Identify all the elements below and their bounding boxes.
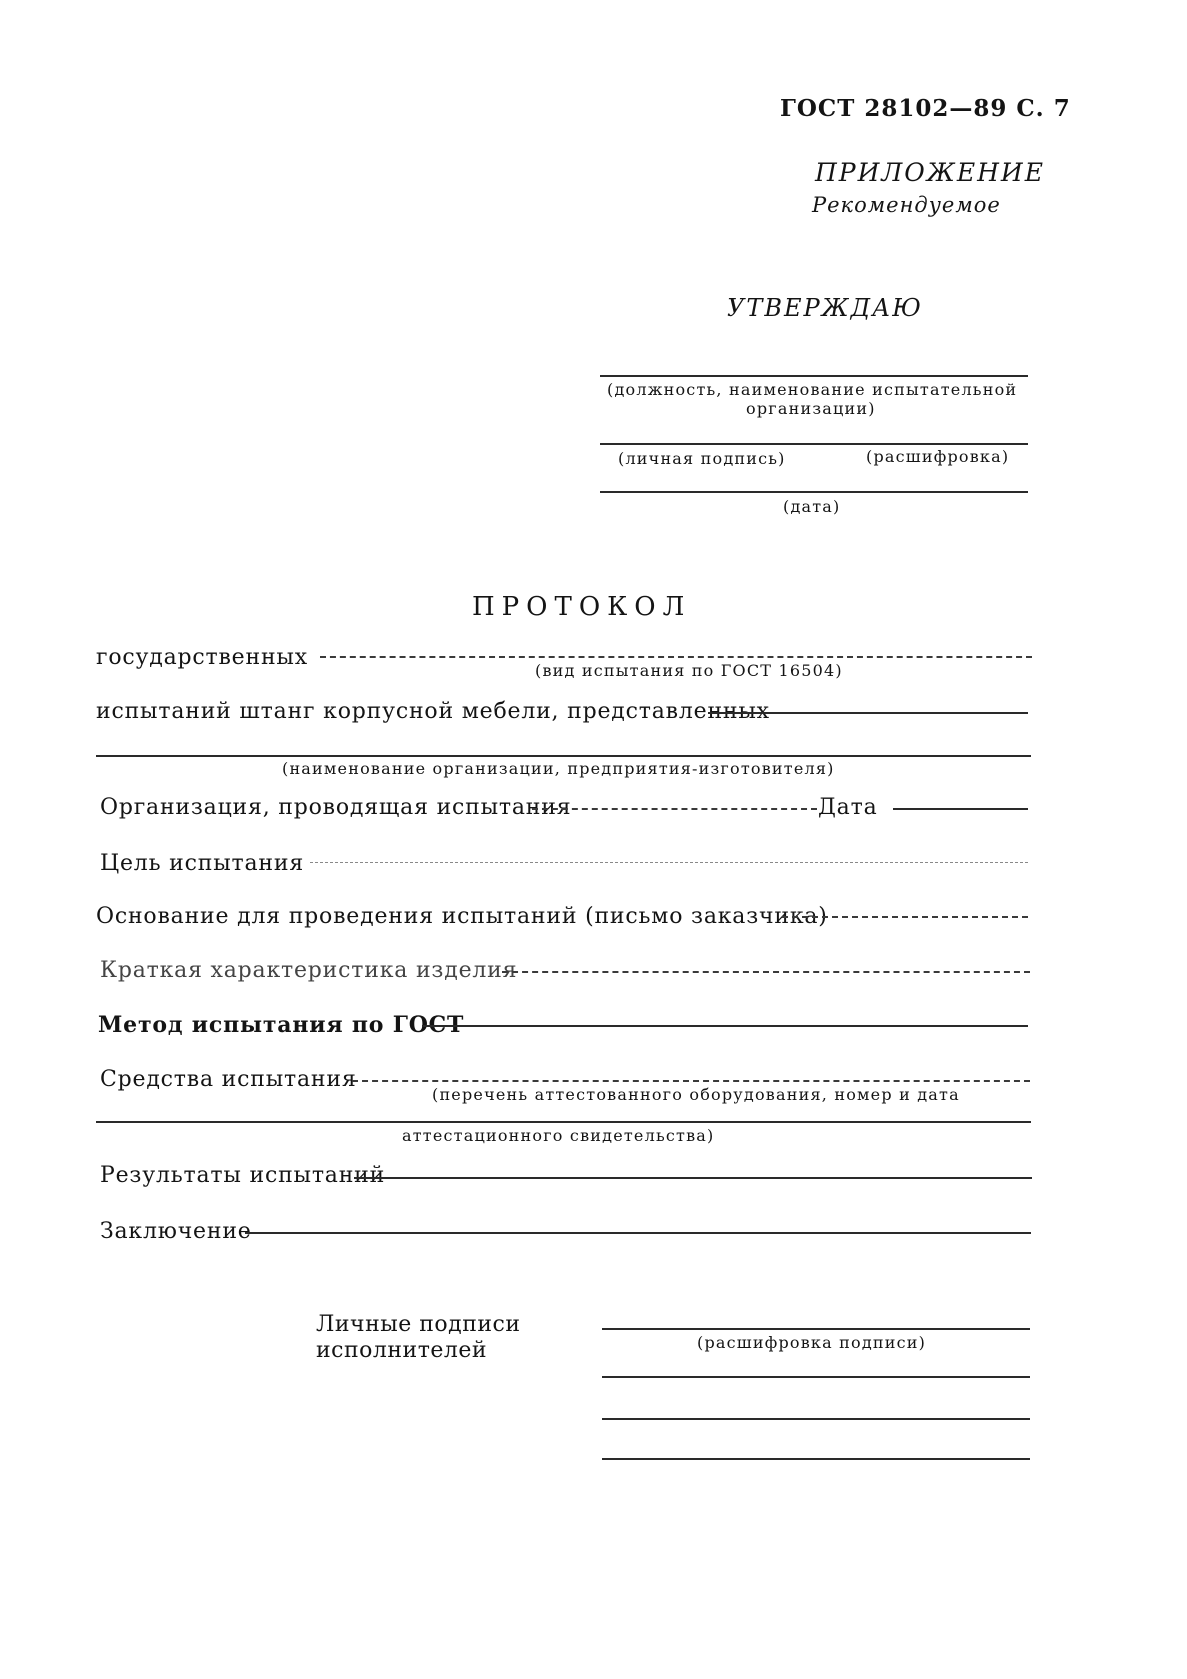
purpose-label: Цель испытания [100,851,305,876]
method-line [422,1025,1028,1027]
results-line [354,1177,1032,1179]
org-line [532,808,817,810]
manufacturer-caption: (наименование организации, предприятия-изготовителя) [282,759,835,778]
method-label: Метод испытания по ГОСТ [98,1012,465,1038]
test-type-line [320,656,1032,658]
protocol-title: ПРОТОКОЛ [472,592,692,622]
signature-line [600,443,1028,445]
equipment-caption-line1: (перечень аттестованного оборудования, номер и дата [432,1085,960,1104]
signature-line-1 [602,1328,1030,1330]
tests-label: испытаний штанг корпусной мебели, представленных [96,699,770,724]
manufacturer-line [96,755,1031,757]
date-line [600,491,1028,493]
position-caption-line1: (должность, наименование испытательной [607,380,1018,399]
signature-line-2 [602,1376,1030,1378]
results-label: Результаты испытаний [100,1163,386,1188]
signature-line-3 [602,1418,1030,1420]
org-label: Организация, проводящая испытания [100,795,572,820]
means-label: Средства испытания [100,1067,357,1092]
signature-caption: (личная подпись) [618,449,786,468]
purpose-line [310,862,1028,863]
standard-page-header: ГОСТ 28102—89 С. 7 [780,95,1071,122]
basis-label: Основание для проведения испытаний (письмо заказчика) [96,904,828,929]
test-date-line [893,808,1028,810]
decoding-caption: (расшифровка) [866,447,1010,466]
test-type-caption: (вид испытания по ГОСТ 16504) [535,661,843,680]
appendix-title: ПРИЛОЖЕНИЕ [815,158,1045,187]
signature-line-4 [602,1458,1030,1460]
signatures-label-line2: исполнителей [316,1338,488,1363]
position-caption-line2: организации) [746,399,876,418]
signature-decoding-caption: (расшифровка подписи) [697,1333,927,1352]
signatures-label-line1: Личные подписи [316,1312,521,1337]
product-line [502,971,1030,973]
position-line [600,375,1028,377]
equipment-line [96,1121,1031,1123]
approval-title: УТВЕРЖДАЮ [727,294,923,322]
date-caption: (дата) [783,497,841,516]
means-line [352,1080,1030,1082]
appendix-status: Рекомендуемое [812,193,1001,217]
conclusion-label: Заключение [100,1219,252,1244]
state-label: государственных [96,645,308,670]
submitted-by-line [708,712,1028,714]
equipment-caption-line2: аттестационного свидетельства) [402,1126,715,1145]
basis-line [782,916,1028,918]
product-label: Краткая характеристика изделия [100,958,518,983]
date-label: Дата [818,795,878,820]
conclusion-line [245,1232,1031,1234]
